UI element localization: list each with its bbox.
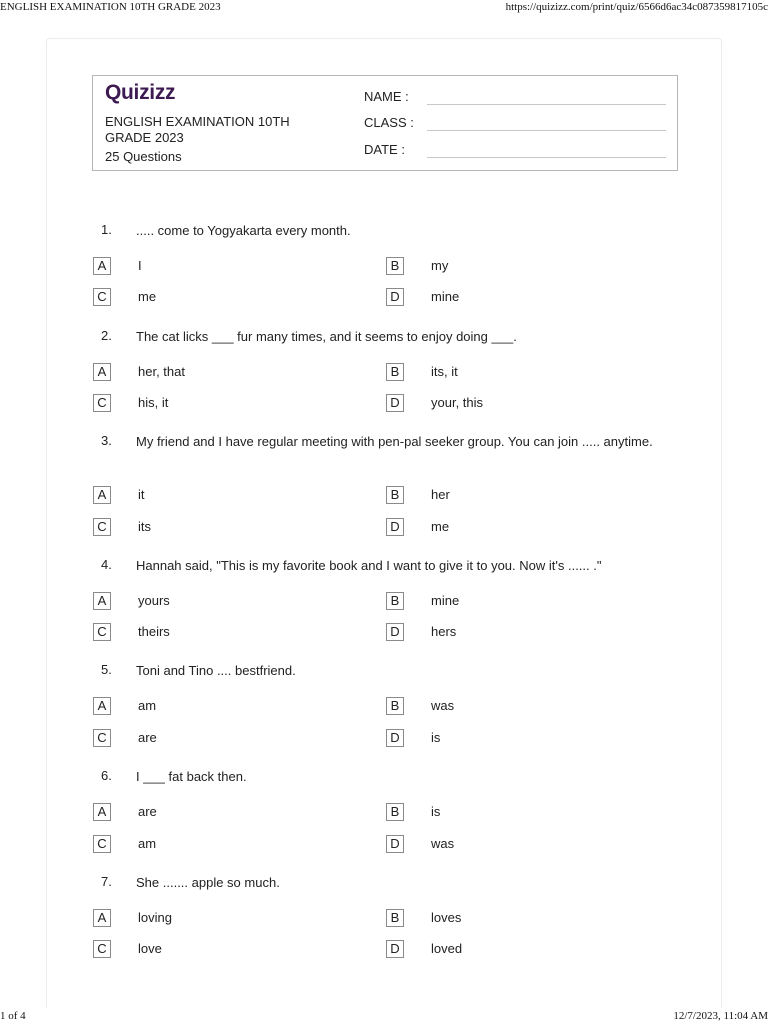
option-c[interactable] [93,623,393,643]
option-letter-box: C [93,394,111,412]
print-header [0,0,768,16]
option-a[interactable] [93,363,393,383]
option-text: theirs [138,624,170,639]
question-1 [0,222,768,332]
question-2 [0,328,768,438]
option-d[interactable] [386,835,686,855]
option-c[interactable] [93,288,393,308]
option-b[interactable] [386,909,686,929]
option-letter-box: C [93,623,111,641]
question-3 [0,433,768,543]
option-letter-box: B [386,363,404,381]
option-letter-box: D [386,288,404,306]
option-text: it [138,487,145,502]
option-c[interactable] [93,940,393,960]
option-b[interactable] [386,257,686,277]
option-letter-box: A [93,909,111,927]
question-count: 25 Questions [105,149,182,164]
date-line [427,157,666,158]
option-d[interactable] [386,394,686,414]
option-letter-box: D [386,835,404,853]
option-text: loving [138,910,172,925]
option-text: yours [138,593,170,608]
option-text: are [138,804,157,819]
option-b[interactable] [386,486,686,506]
option-letter-box: A [93,697,111,715]
option-letter-box: A [93,363,111,381]
question-number: 5. [101,662,112,677]
question-5 [0,662,768,772]
question-text: Toni and Tino .... bestfriend. [136,663,296,678]
option-letter-box: C [93,940,111,958]
print-timestamp: 12/7/2023, 11:04 AM [673,1010,768,1022]
option-letter-box: C [93,835,111,853]
question-number: 7. [101,874,112,889]
question-7 [0,874,768,984]
quizizz-logo: Quizizz [105,81,176,104]
date-label: DATE : [364,142,405,157]
option-b[interactable] [386,363,686,383]
question-number: 2. [101,328,112,343]
question-text: I ___ fat back then. [136,769,247,784]
question-text: ..... come to Yogyakarta every month. [136,223,351,238]
option-text: I [138,258,142,273]
option-letter-box: D [386,518,404,536]
option-letter-box: A [93,486,111,504]
option-text: my [431,258,449,273]
print-footer [0,1008,768,1024]
question-number: 3. [101,433,112,448]
option-text: was [431,698,455,713]
option-b[interactable] [386,803,686,823]
option-text: are [138,730,157,745]
option-text: her [431,487,450,502]
option-d[interactable] [386,288,686,308]
option-letter-box: B [386,909,404,927]
option-text: am [138,698,157,713]
option-text: its [138,519,151,534]
option-c[interactable] [93,394,393,414]
option-text: its, it [431,364,458,379]
question-text: She ....... apple so much. [136,875,280,890]
option-text: is [431,730,441,745]
option-text: your, this [431,395,484,410]
option-letter-box: B [386,257,404,275]
option-letter-box: D [386,394,404,412]
option-letter-box: B [386,697,404,715]
question-number: 1. [101,222,112,237]
option-letter-box: D [386,729,404,747]
option-b[interactable] [386,697,686,717]
option-c[interactable] [93,518,393,538]
option-d[interactable] [386,729,686,749]
print-header-url: https://quizizz.com/print/quiz/6566d6ac34c087359817105c [505,1,768,13]
option-d[interactable] [386,940,686,960]
option-text: am [138,836,157,851]
option-a[interactable] [93,486,393,506]
quiz-header-box [92,75,678,171]
option-text: was [431,836,455,851]
option-a[interactable] [93,592,393,612]
quiz-title: ENGLISH EXAMINATION 10TH GRADE 2023 [105,114,290,145]
option-text: love [138,941,162,956]
class-line [427,130,666,131]
option-d[interactable] [386,623,686,643]
option-letter-box: C [93,729,111,747]
option-letter-box: D [386,940,404,958]
question-text: The cat licks ___ fur many times, and it seems to enjoy doing ___. [136,329,517,344]
name-line [427,104,666,105]
option-text: loved [431,941,463,956]
option-text: mine [431,593,460,608]
option-a[interactable] [93,803,393,823]
print-header-title: ENGLISH EXAMINATION 10TH GRADE 2023 [0,1,221,13]
option-letter-box: B [386,803,404,821]
question-number: 4. [101,557,112,572]
question-text: Hannah said, "This is my favorite book and I want to give it to you. Now it's ...... ." [136,558,602,573]
name-label: NAME : [364,89,409,104]
option-letter-box: B [386,486,404,504]
page-indicator: 1 of 4 [0,1010,26,1022]
option-letter-box: C [93,288,111,306]
option-text: his, it [138,395,169,410]
option-d[interactable] [386,518,686,538]
option-a[interactable] [93,257,393,277]
option-c[interactable] [93,729,393,749]
option-text: loves [431,910,462,925]
option-letter-box: D [386,623,404,641]
option-letter-box: B [386,592,404,610]
option-a[interactable] [93,909,393,929]
question-4 [0,557,768,667]
option-letter-box: C [93,518,111,536]
option-text: me [138,289,157,304]
option-c[interactable] [93,835,393,855]
question-6 [0,768,768,878]
option-letter-box: A [93,592,111,610]
option-text: hers [431,624,457,639]
class-label: CLASS : [364,115,414,130]
option-text: her, that [138,364,185,379]
option-text: is [431,804,441,819]
option-b[interactable] [386,592,686,612]
option-text: mine [431,289,460,304]
question-number: 6. [101,768,112,783]
option-text: me [431,519,450,534]
option-letter-box: A [93,803,111,821]
option-a[interactable] [93,697,393,717]
question-text: My friend and I have regular meeting with pen-pal seeker group. You can join ..... anytime. [136,434,653,449]
option-letter-box: A [93,257,111,275]
